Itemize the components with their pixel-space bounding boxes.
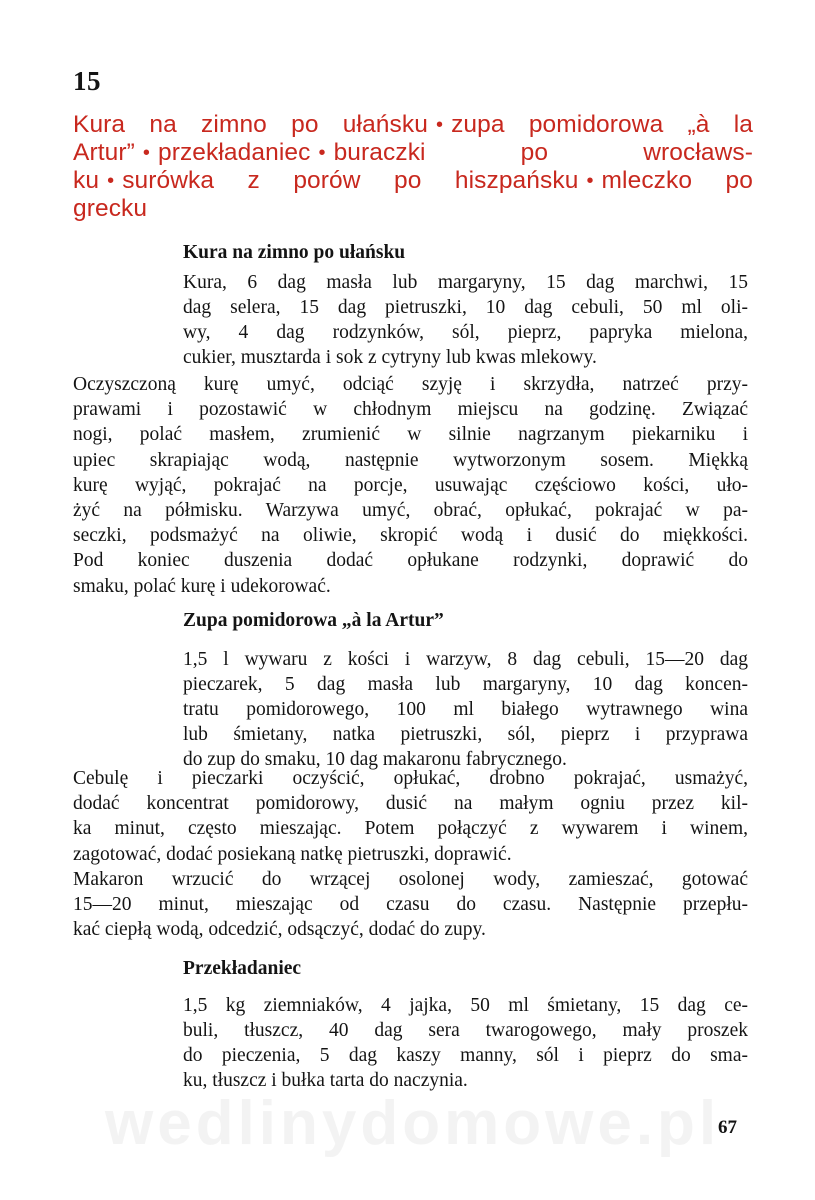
chapter-number: 15 xyxy=(73,66,101,96)
ingredients-line: 1,5 l wywaru z kości i warzyw, 8 dag cebuli, 15—20 dag xyxy=(183,649,748,670)
menu-line xyxy=(73,195,753,223)
instructions-line: ka minut, często mieszając. Potem połączyć z wywarem i winem, xyxy=(73,818,748,840)
menu-line xyxy=(73,139,753,167)
recipe-title: Przekładaniec xyxy=(183,958,302,979)
instructions-line: seczki, podsmażyć na oliwie, skropić wodą i dusić do miękkości. xyxy=(73,525,748,547)
instructions-line: Pod koniec duszenia dodać opłukane rodzynki, doprawić do xyxy=(73,550,748,572)
menu-item: grecku xyxy=(73,195,148,222)
recipe-ingredients xyxy=(183,993,748,1093)
instructions-line: prawami i pozostawić w chłodnym miejscu na godzinę. Związać xyxy=(73,399,748,421)
ingredients-line: lub śmietany, natka pietruszki, sól, pieprz i przyprawa xyxy=(183,724,748,745)
ingredients-line: wy, 4 dag rodzynków, sól, pieprz, papryka mielona, xyxy=(183,322,748,343)
recipe-instructions xyxy=(73,766,748,942)
bullet-icon: • xyxy=(435,114,444,136)
menu-item: Kura na zimno po ułańsku xyxy=(73,111,428,138)
ingredients-line: cukier, musztarda i sok z cytryny lub kwas mlekowy. xyxy=(183,347,597,368)
menu-item: mleczko po xyxy=(601,167,753,194)
menu-line xyxy=(73,167,753,195)
instructions-line: Makaron wrzucić do wrzącej osolonej wody, zamieszać, gotować xyxy=(73,868,748,890)
watermark: wedlinydomowe.pl xyxy=(105,1089,721,1158)
instructions-line: dodać koncentrat pomidorowy, dusić na małym ogniu przez kil- xyxy=(73,793,748,815)
bullet-icon: • xyxy=(318,142,326,164)
instructions-line: smaku, polać kurę i udekorować. xyxy=(73,575,331,597)
ingredients-line: buli, tłuszcz, 40 dag sera twarogowego, mały proszek xyxy=(183,1020,748,1041)
menu-item: przekładaniec xyxy=(157,139,311,166)
ingredients-line: do pieczenia, 5 dag kaszy manny, sól i pieprz do sma- xyxy=(183,1045,748,1066)
ingredients-line: tratu pomidorowego, 100 ml białego wytrawnego wina xyxy=(183,699,748,720)
instructions-line: kać ciepłą wodą, odcedzić, odsączyć, dodać do zupy. xyxy=(73,919,486,941)
ingredients-line: Kura, 6 dag masła lub margaryny, 15 dag marchwi, 15 xyxy=(183,272,748,293)
instructions-line: zagotować, dodać posiekaną natkę pietruszki, doprawić. xyxy=(73,843,512,865)
menu-item: Artur” xyxy=(73,139,135,166)
instructions-line: Cebulę i pieczarki oczyścić, opłukać, drobno pokrajać, usmażyć, xyxy=(73,768,748,789)
menu-item: buraczki po wrocławs- xyxy=(333,139,753,166)
bullet-icon: • xyxy=(107,170,115,192)
instructions-line: 15—20 minut, mieszając od czasu do czasu. Następnie przepłu- xyxy=(73,894,748,916)
bullet-icon: • xyxy=(142,142,150,164)
ingredients-line: ku, tłuszcz i bułka tarta do naczynia. xyxy=(183,1070,468,1091)
menu-item: surówka z porów po hiszpańsku xyxy=(122,167,579,194)
ingredients-line: pieczarek, 5 dag masła lub margaryny, 10 dag koncen- xyxy=(183,674,748,695)
recipe-ingredients xyxy=(183,647,748,772)
instructions-line: Oczyszczoną kurę umyć, odciąć szyję i skrzydła, natrzeć przy- xyxy=(73,374,748,395)
recipe-title: Kura na zimno po ułańsku xyxy=(183,242,406,263)
instructions-line: nogi, polać masłem, zrumienić w silnie nagrzanym piekarniku i xyxy=(73,424,748,446)
recipe-title: Zupa pomidorowa „à la Artur” xyxy=(183,610,444,631)
instructions-line: żyć na półmisku. Warzywa umyć, obrać, opłukać, pokrajać w pa- xyxy=(73,500,748,522)
menu-item: zupa pomidorowa „à la xyxy=(451,111,753,138)
menu-line xyxy=(73,111,753,139)
page-number: 67 xyxy=(718,1117,737,1138)
ingredients-line: do zup do smaku, 10 dag makaronu fabrycznego. xyxy=(183,749,567,770)
menu-heading xyxy=(73,111,753,223)
ingredients-line: dag selera, 15 dag pietruszki, 10 dag cebuli, 50 ml oli- xyxy=(183,297,748,318)
recipe-instructions xyxy=(73,372,748,599)
recipe-ingredients xyxy=(183,270,748,370)
bullet-icon: • xyxy=(586,170,594,192)
ingredients-line: 1,5 kg ziemniaków, 4 jajka, 50 ml śmietany, 15 dag ce- xyxy=(183,995,748,1016)
instructions-line: upiec skrapiając wodą, następnie wytworzonym sosem. Miękką xyxy=(73,449,748,471)
instructions-line: kurę wyjąć, pokrajać na porcje, usuwając częściowo kości, uło- xyxy=(73,474,748,496)
menu-item: ku xyxy=(73,167,100,194)
